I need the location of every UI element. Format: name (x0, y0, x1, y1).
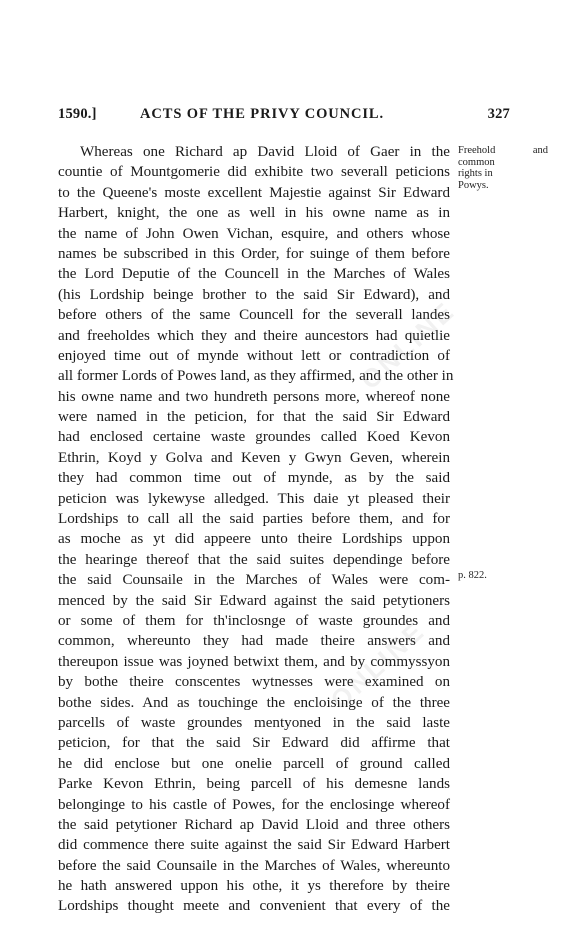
text-line: thereupon issue was joyned betwixt them, and by commyssyon (58, 653, 450, 670)
text-line: or some of them for th'inclosnge of waste groundes and (58, 612, 450, 629)
text-line: the said Counsaile in the Marches of Wales were com- (58, 572, 450, 589)
text-line: before the said Counsaile in the Marches of Wales, whereunto (58, 857, 450, 874)
text-line: Ethrin, Koyd y Golva and Keven y Gwyn Geven, wherein (58, 449, 450, 466)
body-text (58, 142, 454, 917)
text-line: countie of Mountgomerie did exhibite two severall peticions (58, 164, 450, 181)
text-line: Harbert, knight, the one as well in his owne name as in (58, 205, 450, 222)
text-line: did commence there suite against the said Sir Edward Harbert (58, 837, 450, 854)
watermark: ONLINE (324, 615, 432, 716)
text-line: menced by the said Sir Edward against the said petytioners (58, 592, 450, 609)
text-line: before others of the same Councell for the severall landes (58, 307, 450, 324)
text-line: Lordships to call all the said parties before them, and for (58, 511, 450, 528)
text-line: all former Lords of Powes land, as they affirmed, and the other in (58, 368, 454, 385)
text-line: his owne name and two hundreth persons more, whereof none (58, 388, 450, 405)
text-line: as moche as yt did appeere unto theire Lordships uppon (58, 531, 450, 548)
running-head (58, 106, 510, 126)
text-line: peticion was lykewyse alledged. This daie yt pleased their (58, 490, 450, 507)
text-line: they had common time out of mynde, as by the said (58, 470, 450, 487)
text-line: common, whereunto they had made theire answers and (58, 633, 450, 650)
text-line: bothe sides. And as touchinge the encloisinge of the three (58, 694, 450, 711)
sidenote-page-ref: p. 822. (458, 570, 487, 581)
text-line: to the Queene's moste excellent Majestie against Sir Edward (58, 184, 450, 201)
text-line: by bothe theire conscentes wytnesses were examined on (58, 674, 450, 691)
watermark: ONLINE (354, 295, 462, 396)
running-head-title: ACTS OF THE PRIVY COUNCIL. (140, 106, 385, 122)
text-line: the said petytioner Richard ap David Lloid and three others (58, 816, 450, 833)
running-head-year: 1590.] (58, 106, 97, 122)
text-line: peticion, for that the said Sir Edward did affirme that (58, 735, 450, 752)
page-number: 327 (487, 106, 510, 122)
sidenote-freehold (458, 145, 548, 191)
sidenote-line: Powys. (458, 179, 489, 191)
text-line: Whereas one Richard ap David Lloid of Gaer in the (80, 144, 450, 160)
text-line: the hearinge thereof that the said suites dependinge before (58, 551, 450, 568)
text-line: had enclosed certaine waste groundes called Koed Kevon (58, 429, 450, 446)
text-line: the name of John Owen Vichan, esquire, and others whose (58, 225, 450, 242)
sidenote-line: rights in (458, 168, 493, 179)
text-line: the Lord Deputie of the Councell in the Marches of Wales (58, 266, 450, 283)
text-line: enjoyed time out of mynde without lett or contradiction of (58, 347, 450, 364)
sidenote-line: Freehold and (458, 145, 548, 156)
text-line: (his Lordship beinge brother to the said Sir Edward), and (58, 286, 450, 303)
sidenote-line: common (458, 156, 495, 168)
text-line: names be subscribed in this Order, for suinge of them before (58, 245, 450, 262)
text-line: belonginge to his castle of Powes, for the enclosinge whereof (58, 796, 450, 813)
text-line: parcells of waste groundes mentyoned in the said laste (58, 714, 450, 731)
text-line: were named in the peticion, for that the said Sir Edward (58, 409, 450, 426)
text-line: and freeholdes which they and theire auncestors had quietlie (58, 327, 450, 344)
text-line: he did enclose but one onelie parcell of ground called (58, 755, 450, 772)
text-line: Lordships thought meete and convenient that every of the (58, 898, 450, 915)
text-line: Parke Kevon Ethrin, being parcell of his demesne lands (58, 776, 450, 793)
text-line: he hath answered uppon his othe, it ys therefore by theire (58, 878, 450, 895)
